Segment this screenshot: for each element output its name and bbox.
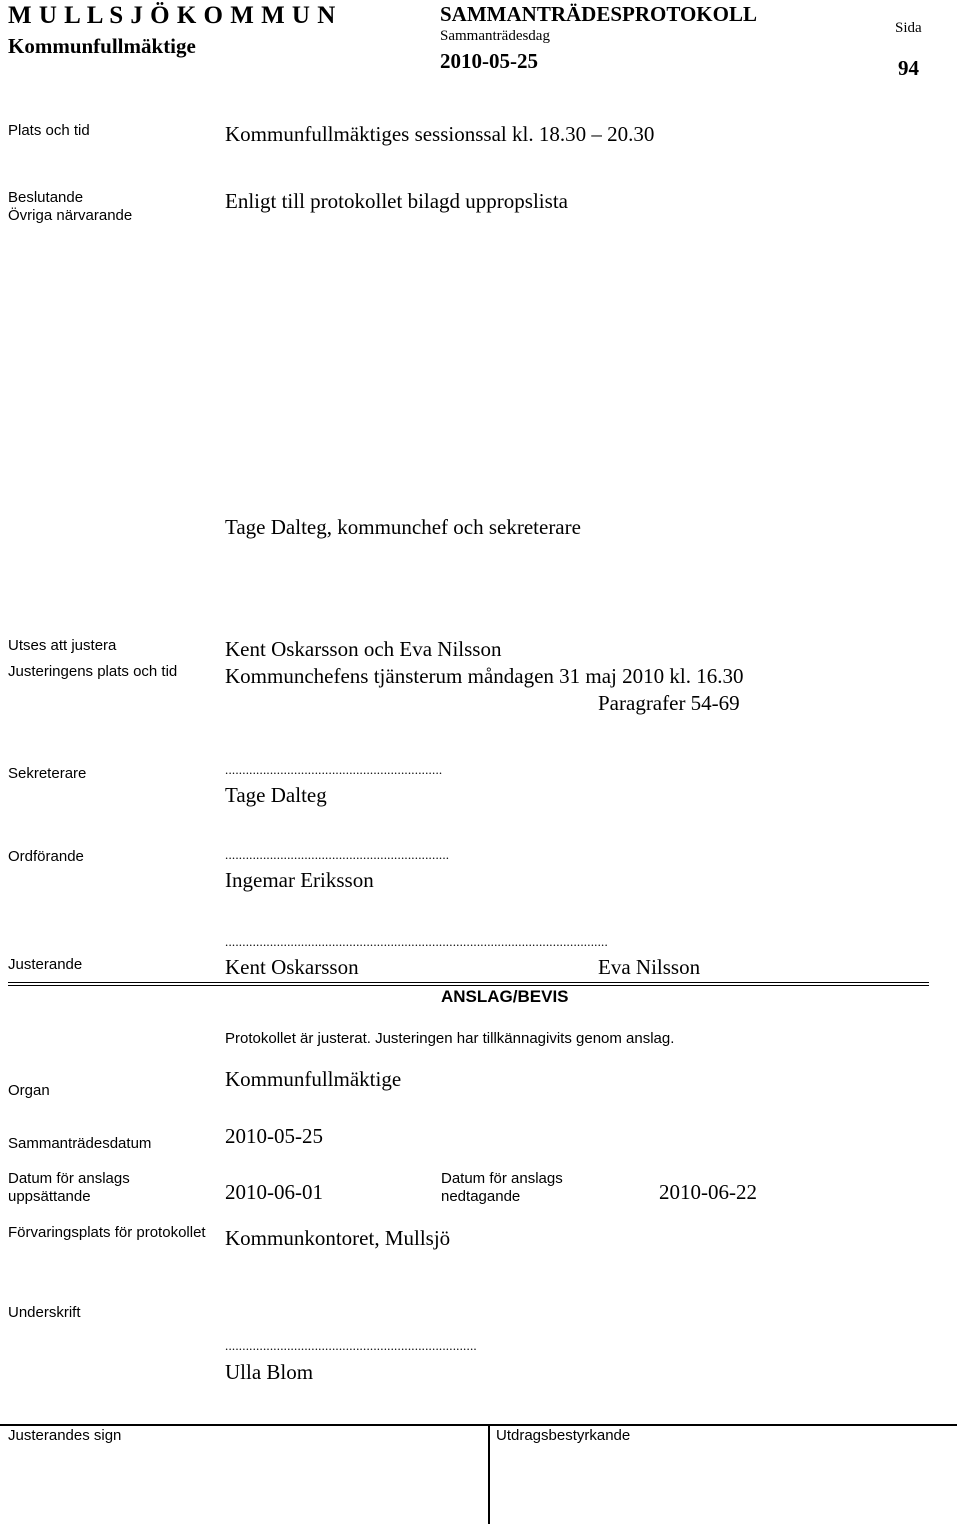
others-present: Tage Dalteg, kommunchef och sekreterare xyxy=(225,515,581,539)
adjuster-1-name: Kent Oskarsson xyxy=(225,955,359,979)
chair-name: Ingemar Eriksson xyxy=(225,868,374,892)
organ-label: Organ xyxy=(8,1082,50,1099)
storage: Kommunkontoret, Mullsjö xyxy=(225,1226,451,1250)
removed-date-label-2: nedtagande xyxy=(441,1188,521,1205)
certifier-label: Utdragsbestyrkande xyxy=(496,1427,631,1444)
footer-separator xyxy=(488,1424,490,1524)
adjustment-place-label: Justeringens plats och tid xyxy=(8,663,178,680)
meeting-date-label: Sammanträdesdag xyxy=(440,28,550,44)
adjusters-sign-label: Justerandes sign xyxy=(8,1427,122,1444)
municipality-name: M U L L S J Ö K O M M U N xyxy=(8,2,336,29)
adjuster-2-name: Eva Nilsson xyxy=(598,955,701,979)
signature-label: Underskrift xyxy=(8,1304,81,1321)
removed-date: 2010-06-22 xyxy=(659,1180,757,1204)
notice-statement: Protokollet är justerat. Justeringen har tillkännagivits genom anslag. xyxy=(225,1030,675,1047)
removed-date-label-1: Datum för anslags xyxy=(441,1170,563,1187)
secretary-name: Tage Dalteg xyxy=(225,783,327,807)
notice-title: ANSLAG/BEVIS xyxy=(441,987,569,1006)
posted-date-label-1: Datum för anslags xyxy=(8,1170,130,1187)
page-number: 94 xyxy=(898,56,919,80)
chair-label: Ordförande xyxy=(8,848,84,865)
meeting-date: 2010-05-25 xyxy=(440,49,538,73)
adjusters-signature-line: ............................................................................................................... xyxy=(225,934,608,949)
organ: Kommunfullmäktige xyxy=(225,1067,402,1091)
decision-makers: Enligt till protokollet bilagd uppropslista xyxy=(225,189,568,213)
divider-bottom xyxy=(8,985,929,986)
footer-line xyxy=(0,1424,957,1426)
notice-meeting-date-label: Sammanträdesdatum xyxy=(8,1135,152,1152)
governing-body: Kommunfullmäktige xyxy=(8,34,196,58)
signature-line: ......................................................................... xyxy=(225,1338,477,1353)
adjusters-label: Justerande xyxy=(8,956,83,973)
signature-name: Ulla Blom xyxy=(225,1360,314,1384)
place-time: Kommunfullmäktiges sessionssal kl. 18.30 – 20.30 xyxy=(225,122,655,146)
decision-makers-label: Beslutande xyxy=(8,189,84,206)
paragraphs: Paragrafer 54-69 xyxy=(598,691,740,715)
document-type: SAMMANTRÄDESPROTOKOLL xyxy=(440,2,757,26)
secretary-signature-line: ............................................................... xyxy=(225,762,443,777)
posted-date-label-2: uppsättande xyxy=(8,1188,91,1205)
adjustment-place: Kommunchefens tjänsterum måndagen 31 maj 2010 kl. 16.30 xyxy=(225,664,744,688)
divider-top xyxy=(8,982,929,983)
place-time-label: Plats och tid xyxy=(8,122,90,139)
storage-label: Förvaringsplats för protokollet xyxy=(8,1224,206,1241)
page-label: Sida xyxy=(895,20,922,36)
others-present-label: Övriga närvarande xyxy=(8,207,133,224)
appointed-adjusters-label: Utses att justera xyxy=(8,637,117,654)
appointed-adjusters: Kent Oskarsson och Eva Nilsson xyxy=(225,637,502,661)
chair-signature-line: ................................................................. xyxy=(225,847,450,862)
posted-date: 2010-06-01 xyxy=(225,1180,323,1204)
secretary-label: Sekreterare xyxy=(8,765,87,782)
notice-meeting-date: 2010-05-25 xyxy=(225,1124,323,1148)
